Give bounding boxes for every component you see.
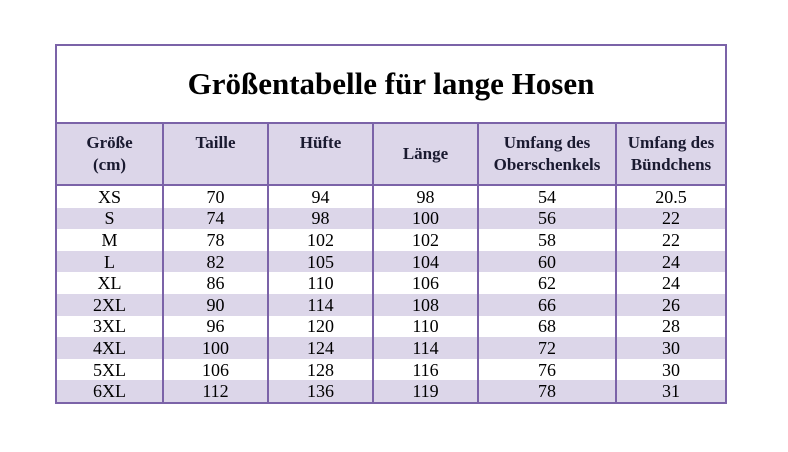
value-cell: 98 bbox=[269, 208, 374, 230]
table-row-3xl bbox=[57, 316, 725, 338]
value-cell: 110 bbox=[374, 316, 479, 338]
value-cell: 112 bbox=[164, 380, 269, 402]
size-cell: L bbox=[57, 251, 164, 273]
table-header-row bbox=[57, 124, 725, 186]
value-cell: 116 bbox=[374, 359, 479, 381]
value-cell: 60 bbox=[479, 251, 617, 273]
value-cell: 78 bbox=[164, 229, 269, 251]
value-cell: 24 bbox=[662, 273, 680, 294]
value-cell: 58 bbox=[479, 229, 617, 251]
value-cell: 86 bbox=[164, 272, 269, 294]
table-row-xl bbox=[57, 272, 725, 294]
value-cell: 136 bbox=[269, 380, 374, 402]
title-section bbox=[57, 46, 725, 124]
value-cell: 96 bbox=[164, 316, 269, 338]
table-row-l bbox=[57, 251, 725, 273]
column-header-label: Länge bbox=[402, 144, 449, 163]
column-header-buendchen bbox=[617, 124, 725, 184]
value-cell: 28 bbox=[662, 316, 680, 337]
table-row-m bbox=[57, 229, 725, 251]
size-table bbox=[55, 44, 727, 404]
column-header-oberschenkel bbox=[479, 124, 617, 184]
value-cell: 78 bbox=[479, 380, 617, 402]
value-cell: 106 bbox=[164, 359, 269, 381]
value-cell: 128 bbox=[269, 359, 374, 381]
size-cell: 4XL bbox=[57, 337, 164, 359]
column-header-label: (cm) bbox=[92, 155, 127, 174]
value-cell: 20.5 bbox=[655, 186, 687, 207]
column-header-huefte bbox=[269, 124, 374, 184]
value-cell: 82 bbox=[164, 251, 269, 273]
value-cell: 68 bbox=[479, 316, 617, 338]
value-cell: 94 bbox=[269, 186, 374, 208]
value-cell: 54 bbox=[479, 186, 617, 208]
value-cell: 30 bbox=[662, 359, 680, 380]
table-row-6xl bbox=[57, 380, 725, 402]
table-body bbox=[57, 186, 725, 402]
value-cell: 66 bbox=[479, 294, 617, 316]
value-cell: 120 bbox=[269, 316, 374, 338]
value-cell: 100 bbox=[374, 208, 479, 230]
size-cell: 2XL bbox=[57, 294, 164, 316]
table-row-xs bbox=[57, 186, 725, 208]
table-row-s bbox=[57, 208, 725, 230]
column-header-label: Umfang des bbox=[503, 133, 591, 152]
value-cell: 72 bbox=[479, 337, 617, 359]
column-header-label: Oberschenkels bbox=[493, 155, 601, 174]
value-cell: 124 bbox=[269, 337, 374, 359]
value-cell: 74 bbox=[164, 208, 269, 230]
value-cell: 90 bbox=[164, 294, 269, 316]
value-cell: 105 bbox=[269, 251, 374, 273]
size-cell: XL bbox=[57, 272, 164, 294]
value-cell: 62 bbox=[479, 272, 617, 294]
table-row-4xl bbox=[57, 337, 725, 359]
size-cell: XS bbox=[57, 186, 164, 208]
value-cell: 76 bbox=[479, 359, 617, 381]
value-cell: 114 bbox=[269, 294, 374, 316]
size-cell: M bbox=[57, 229, 164, 251]
value-cell: 102 bbox=[374, 229, 479, 251]
page-title: Größentabelle für lange Hosen bbox=[187, 66, 595, 101]
column-header-label: Hüfte bbox=[299, 133, 342, 152]
column-header-label: Taille bbox=[195, 133, 236, 152]
value-cell: 26 bbox=[662, 294, 680, 315]
column-header-label: Umfang des bbox=[627, 133, 715, 152]
value-cell: 119 bbox=[374, 380, 479, 402]
value-cell: 22 bbox=[662, 229, 680, 250]
value-cell: 24 bbox=[662, 251, 680, 272]
value-cell: 31 bbox=[662, 381, 680, 402]
size-cell: S bbox=[57, 208, 164, 230]
value-cell: 108 bbox=[374, 294, 479, 316]
value-cell: 114 bbox=[374, 337, 479, 359]
value-cell: 22 bbox=[662, 208, 680, 229]
size-cell: 5XL bbox=[57, 359, 164, 381]
value-cell: 104 bbox=[374, 251, 479, 273]
column-header-label: Größe bbox=[86, 133, 133, 152]
value-cell: 30 bbox=[662, 337, 680, 358]
column-header-groesse bbox=[57, 124, 164, 184]
size-cell: 3XL bbox=[57, 316, 164, 338]
size-cell: 6XL bbox=[57, 380, 164, 402]
column-header-label: Bündchens bbox=[630, 155, 712, 174]
value-cell: 98 bbox=[374, 186, 479, 208]
table-row-5xl bbox=[57, 359, 725, 381]
value-cell: 70 bbox=[164, 186, 269, 208]
column-header-laenge bbox=[374, 124, 479, 184]
value-cell: 100 bbox=[164, 337, 269, 359]
value-cell: 110 bbox=[269, 272, 374, 294]
table-row-2xl bbox=[57, 294, 725, 316]
value-cell: 56 bbox=[479, 208, 617, 230]
column-header-taille bbox=[164, 124, 269, 184]
value-cell: 106 bbox=[374, 272, 479, 294]
value-cell: 102 bbox=[269, 229, 374, 251]
